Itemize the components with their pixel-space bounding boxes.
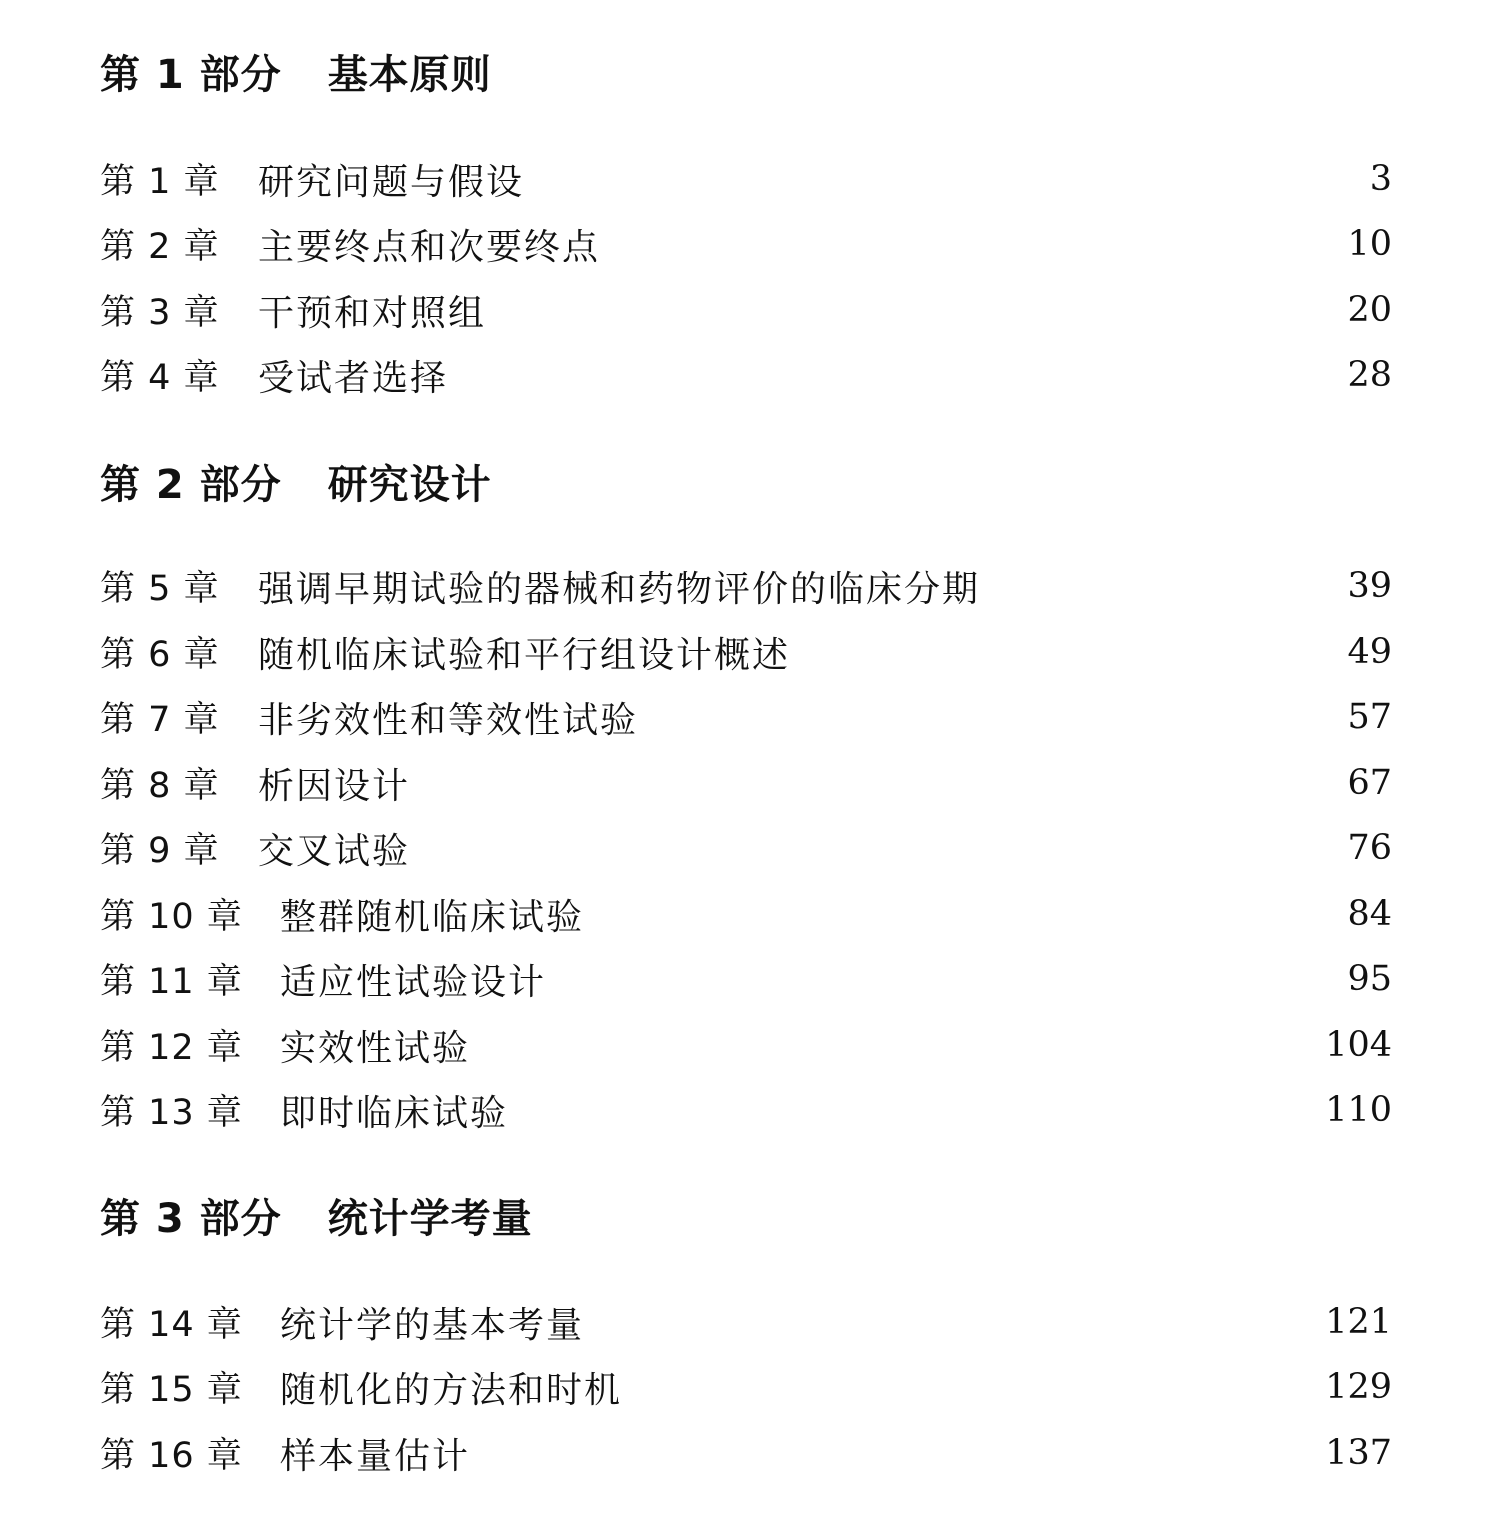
part-title: 研究设计 bbox=[327, 462, 492, 508]
toc-entry[interactable] bbox=[100, 219, 1392, 269]
toc-entry[interactable] bbox=[100, 350, 1392, 400]
dot-leader bbox=[1002, 561, 1333, 611]
chapter-page: 39 bbox=[1347, 566, 1392, 606]
toc-entry[interactable] bbox=[100, 627, 1392, 677]
dot-leader bbox=[622, 219, 1333, 269]
chapter-title: 干预和对照组 bbox=[258, 292, 487, 334]
chapter-number: 第 1 章 bbox=[100, 162, 220, 202]
chapter-page: 121 bbox=[1325, 1302, 1392, 1342]
chapter-page: 76 bbox=[1347, 828, 1392, 868]
chapter-title: 交叉试验 bbox=[258, 830, 411, 872]
dot-leader bbox=[530, 1085, 1311, 1135]
toc-entry[interactable] bbox=[100, 823, 1392, 873]
dot-leader bbox=[432, 758, 1333, 808]
part-number: 第 3 部分 bbox=[100, 1196, 282, 1242]
chapter-page: 57 bbox=[1347, 697, 1392, 737]
chapter-number: 第 2 章 bbox=[100, 227, 220, 267]
chapter-title: 研究问题与假设 bbox=[258, 161, 525, 203]
dot-leader bbox=[606, 1297, 1311, 1347]
chapter-title: 统计学的基本考量 bbox=[280, 1304, 585, 1346]
dot-leader bbox=[568, 954, 1333, 1004]
toc-entry[interactable] bbox=[100, 1428, 1392, 1478]
chapter-number: 第 8 章 bbox=[100, 766, 220, 806]
chapter-page: 28 bbox=[1347, 355, 1392, 395]
chapter-number: 第 4 章 bbox=[100, 358, 220, 398]
dot-leader bbox=[606, 889, 1333, 939]
chapter-page: 20 bbox=[1347, 290, 1392, 330]
chapter-page: 3 bbox=[1369, 159, 1392, 199]
toc-entry[interactable] bbox=[100, 692, 1392, 742]
chapter-title: 主要终点和次要终点 bbox=[258, 226, 601, 268]
dot-leader bbox=[660, 692, 1333, 742]
toc-entry[interactable] bbox=[100, 285, 1392, 335]
toc-entry[interactable] bbox=[100, 758, 1392, 808]
toc-entry[interactable] bbox=[100, 1085, 1392, 1135]
dot-leader bbox=[470, 350, 1333, 400]
chapter-number: 第 16 章 bbox=[100, 1436, 243, 1476]
chapter-number: 第 6 章 bbox=[100, 635, 220, 675]
chapter-page: 104 bbox=[1325, 1025, 1392, 1065]
chapter-number: 第 7 章 bbox=[100, 700, 220, 740]
chapter-page: 10 bbox=[1347, 224, 1392, 264]
dot-leader bbox=[508, 285, 1333, 335]
dot-leader bbox=[492, 1428, 1311, 1478]
chapter-page: 129 bbox=[1325, 1367, 1392, 1407]
chapter-number: 第 9 章 bbox=[100, 831, 220, 871]
chapter-number: 第 10 章 bbox=[100, 897, 243, 937]
part-title: 统计学考量 bbox=[327, 1196, 533, 1242]
chapter-number: 第 15 章 bbox=[100, 1370, 243, 1410]
chapter-number: 第 3 章 bbox=[100, 293, 220, 333]
dot-leader bbox=[812, 627, 1333, 677]
chapter-number: 第 5 章 bbox=[100, 569, 220, 609]
toc-entry[interactable] bbox=[100, 954, 1392, 1004]
part-heading bbox=[100, 50, 492, 100]
part-heading bbox=[100, 460, 492, 510]
chapter-title: 实效性试验 bbox=[280, 1027, 471, 1069]
chapter-number: 第 12 章 bbox=[100, 1028, 243, 1068]
chapter-title: 随机临床试验和平行组设计概述 bbox=[258, 634, 791, 676]
chapter-title: 非劣效性和等效性试验 bbox=[258, 699, 639, 741]
chapter-number: 第 11 章 bbox=[100, 962, 243, 1002]
chapter-title: 样本量估计 bbox=[280, 1435, 471, 1477]
part-number: 第 2 部分 bbox=[100, 462, 282, 508]
chapter-page: 137 bbox=[1325, 1433, 1392, 1473]
dot-leader bbox=[546, 154, 1356, 204]
chapter-title: 随机化的方法和时机 bbox=[280, 1369, 623, 1411]
chapter-page: 49 bbox=[1347, 632, 1392, 672]
dot-leader bbox=[432, 823, 1333, 873]
chapter-title: 即时临床试验 bbox=[280, 1092, 509, 1134]
chapter-title: 析因设计 bbox=[258, 765, 411, 807]
toc-entry[interactable] bbox=[100, 1297, 1392, 1347]
part-heading bbox=[100, 1194, 533, 1244]
chapter-title: 适应性试验设计 bbox=[280, 961, 547, 1003]
chapter-number: 第 14 章 bbox=[100, 1305, 243, 1345]
chapter-number: 第 13 章 bbox=[100, 1093, 243, 1133]
chapter-page: 110 bbox=[1325, 1090, 1392, 1130]
toc-entry[interactable] bbox=[100, 1020, 1392, 1070]
chapter-title: 整群随机临床试验 bbox=[280, 896, 585, 938]
chapter-page: 67 bbox=[1347, 763, 1392, 803]
part-title: 基本原则 bbox=[327, 52, 492, 98]
toc-entry[interactable] bbox=[100, 889, 1392, 939]
dot-leader bbox=[492, 1020, 1311, 1070]
toc-entry[interactable] bbox=[100, 1362, 1392, 1412]
toc-entry[interactable] bbox=[100, 561, 1392, 611]
part-number: 第 1 部分 bbox=[100, 52, 282, 98]
chapter-page: 95 bbox=[1347, 959, 1392, 999]
chapter-title: 强调早期试验的器械和药物评价的临床分期 bbox=[258, 568, 981, 610]
dot-leader bbox=[644, 1362, 1311, 1412]
toc-entry[interactable] bbox=[100, 154, 1392, 204]
chapter-page: 84 bbox=[1347, 894, 1392, 934]
chapter-title: 受试者选择 bbox=[258, 357, 449, 399]
